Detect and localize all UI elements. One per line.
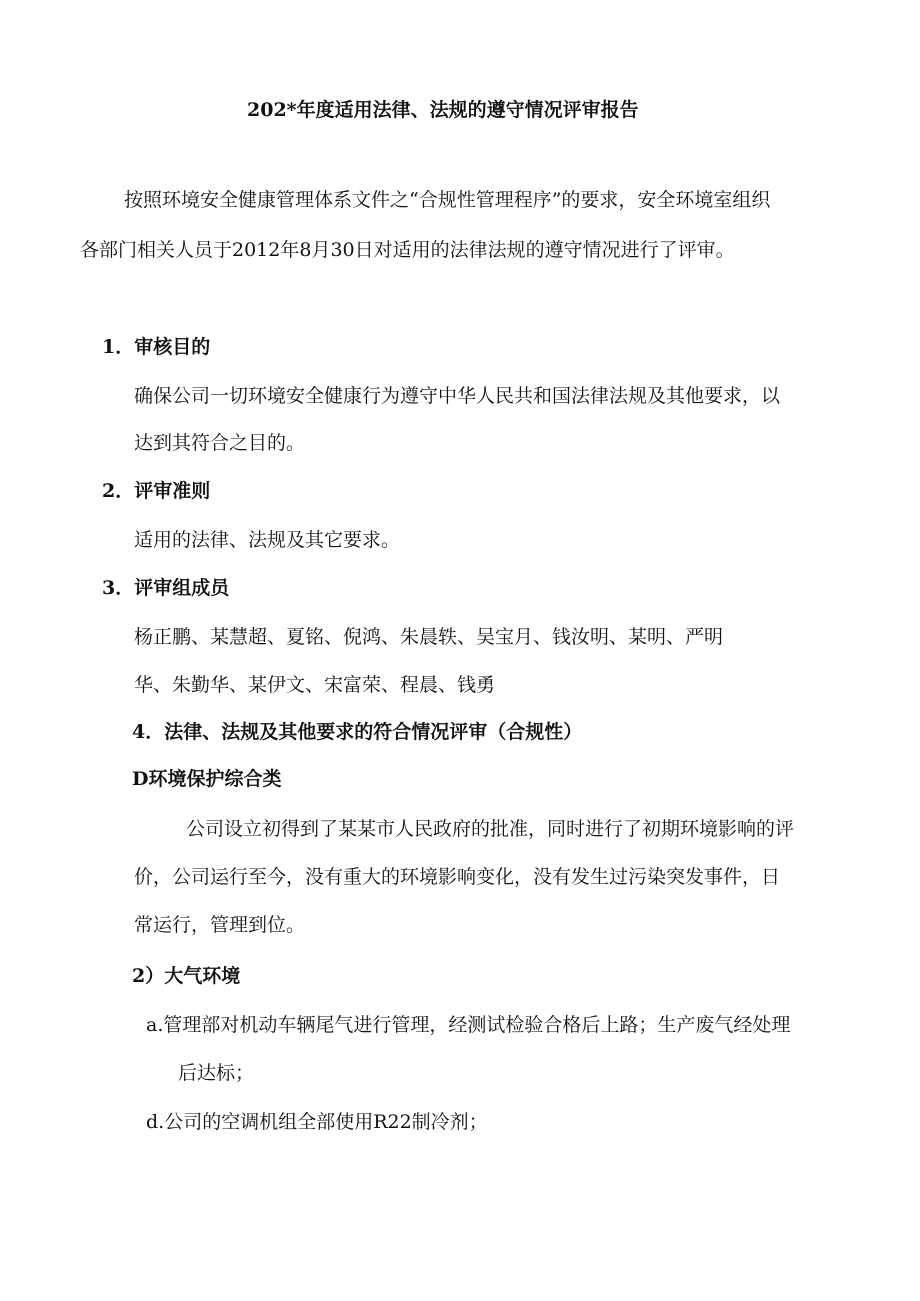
intro-line-1: 按照环境安全健康管理体系文件之“合规性管理程序”的要求，安全环境室组织 [124,189,771,211]
section-4-heading: 4．法律、法规及其他要求的符合情况评审（合规性） [132,721,583,743]
subsection-1-line-3: 常运行，管理到位。 [134,914,306,936]
subsection-2-heading: 2）大气环境 [132,965,241,987]
item-a-line-1: a.管理部对机动车辆尾气进行管理，经测试检验合格后上路；生产废气经处理 [146,1014,791,1036]
subsection-1-line-1: 公司设立初得到了某某市人民政府的批准，同时进行了初期环境影响的评 [186,818,795,840]
section-2-line-1: 适用的法律、法规及其它要求。 [134,529,401,551]
section-2-heading: 2．评审准则 [102,480,211,502]
subsection-1-line-2: 价，公司运行至今，没有重大的环境影响变化，没有发生过污染突发事件，日 [134,866,781,888]
section-1-heading: 1．审核目的 [102,336,211,358]
item-a-line-2: 后达标； [178,1062,255,1084]
item-d: d.公司的空调机组全部使用R22制冷剂； [146,1111,488,1133]
subsection-1-heading: D环境保护综合类 [132,768,282,790]
intro-line-2: 各部门相关人员于2012年8月30日对适用的法律法规的遵守情况进行了评审。 [80,239,735,261]
document-title: 202*年度适用法律、法规的遵守情况评审报告 [247,99,639,121]
section-3-line-2: 华、朱勤华、某伊文、宋富荣、程晨、钱勇 [134,674,496,696]
section-3-heading: 3．评审组成员 [102,577,230,599]
section-1-line-1: 确保公司一切环境安全健康行为遵守中华人民共和国法律法规及其他要求，以 [134,385,781,407]
section-1-line-2: 达到其符合之目的。 [134,432,306,454]
section-3-line-1: 杨正鹏、某慧超、夏铭、倪鸿、朱晨轶、吴宝月、钱汝明、某明、严明 [134,626,724,648]
